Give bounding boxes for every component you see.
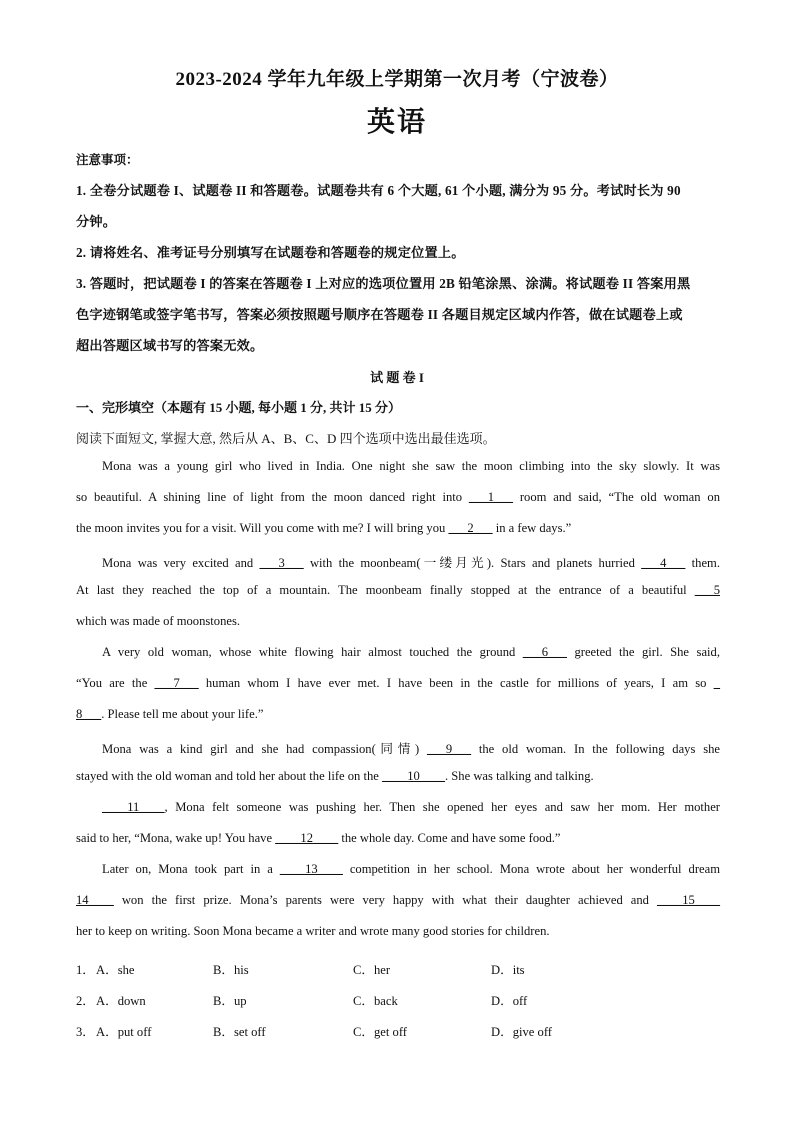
notice-line: 分钟。 <box>76 214 117 229</box>
passage-text: greeted the girl. She said, <box>566 645 720 659</box>
answer-blank: ___5 <box>694 583 720 597</box>
passage-text: A very old woman, whose white flowing hair almost touched the ground <box>102 645 523 659</box>
answer-blank: ___9___ <box>426 742 472 756</box>
answer-option: D．off <box>491 994 528 1008</box>
notice-line: 2. 请将姓名、准考证号分别填写在试题卷和答题卷的规定位置上。 <box>76 245 465 260</box>
answer-option: C．get off <box>353 1025 407 1039</box>
notice-line: 超出答题区域书写的答案无效。 <box>76 338 264 353</box>
passage-line <box>76 521 720 536</box>
answer-option: A．put off <box>96 1025 152 1039</box>
passage-line <box>76 893 720 908</box>
passage-line <box>76 614 720 629</box>
passage-text: won the first prize. Mona’s parents were very happy with what their daughter achieved and <box>113 893 658 907</box>
notice-line: 色字迹钢笔或签字笔书写，答案必须按照题号顺序在答题卷 II 各题目规定区域内作答，做在试题卷上或 <box>76 307 683 322</box>
answer-blank: ___6___ <box>522 645 567 659</box>
question-number: 3． <box>76 1025 95 1039</box>
passage-line <box>76 831 720 846</box>
passage-text: room and said, “The old woman on <box>512 490 721 504</box>
answer-option: B．his <box>213 963 249 977</box>
answer-option: C．back <box>353 994 398 1008</box>
passage-text: with the moonbeam(一缕月光). Stars and planets hurried <box>303 556 642 570</box>
passage-line <box>76 552 720 571</box>
passage-line <box>76 676 720 691</box>
passage-text: stayed with the old woman and told her about the life on the <box>76 769 383 783</box>
answer-blank: ____10____ <box>382 769 445 783</box>
answer-option: C．her <box>353 963 391 977</box>
answer-option: A．she <box>96 963 135 977</box>
passage-text: them. <box>685 556 720 570</box>
answer-blank: 14____ <box>76 893 114 907</box>
passage-text: , Mona felt someone was pushing her. Then she opened her eyes and saw her mom. Her mother <box>164 800 720 814</box>
question-number: 2． <box>76 994 95 1008</box>
passage-text: in a few days.” <box>492 521 572 535</box>
passage-text: Mona was very excited and <box>102 556 260 570</box>
passage-text: “You are the <box>76 676 155 690</box>
passage-line <box>76 707 720 722</box>
answer-blank: ___7___ <box>154 676 199 690</box>
passage-line <box>76 862 720 877</box>
question-number: 1． <box>76 963 95 977</box>
passage-text: said to her, “Mona, wake up! You have <box>76 831 276 845</box>
passage-text: human whom I have ever met. I have been in the castle for millions of years, I am so <box>198 676 714 690</box>
answer-blank: ____12____ <box>275 831 339 845</box>
answer-blank: ___1___ <box>468 490 513 504</box>
passage-text: competition in her school. Mona wrote about her wonderful dream <box>342 862 720 876</box>
passage-text: Mona was a young girl who lived in India. One night she saw the moon climbing into the sky slowly. It was <box>102 459 720 473</box>
passage-line <box>76 800 720 815</box>
part-heading: 一、完形填空（本题有 15 小题, 每小题 1 分, 共计 15 分） <box>76 400 402 415</box>
passage-text: the old woman. In the following days she <box>471 742 720 756</box>
subject-title: 英语 <box>366 107 427 138</box>
passage-line <box>76 738 720 757</box>
answer-blank: ___3___ <box>259 556 304 570</box>
notice-heading: 注意事项： <box>76 153 139 167</box>
passage-text: . She was talking and talking. <box>445 769 594 783</box>
answer-option: B．set off <box>213 1025 266 1039</box>
part-instruction: 阅读下面短文, 掌握大意, 然后从 A、B、C、D 四个选项中选出最佳选项。 <box>76 431 496 446</box>
section-label: 试 题 卷 I <box>370 370 424 385</box>
answer-option: D．give off <box>491 1025 552 1039</box>
notice-line: 3. 答题时，把试题卷 I 的答案在答题卷 I 上对应的选项位置用 2B 铅笔涂黑、涂满。将试题卷 II 答案用黑 <box>76 276 691 291</box>
passage-text: At last they reached the top of a mountain. The moonbeam finally stopped at the entrance of a beautiful <box>76 583 695 597</box>
answer-blank: ____13____ <box>279 862 343 876</box>
passage-line <box>76 645 720 660</box>
answer-option: B．up <box>213 994 247 1008</box>
exam-title: 2023-2024 学年九年级上学期第一次月考（宁波卷） <box>175 69 619 90</box>
passage-text: Later on, Mona took part in a <box>102 862 280 876</box>
passage-text: the whole day. Come and have some food.” <box>338 831 561 845</box>
passage-line <box>76 924 720 939</box>
answer-option: A．down <box>96 994 146 1008</box>
passage-text: her to keep on writing. Soon Mona became a writer and wrote many good stories for children. <box>76 924 550 938</box>
passage-line <box>76 490 720 505</box>
notice-line: 1. 全卷分试题卷 I、试题卷 II 和答题卷。试题卷共有 6 个大题, 61 个小题, 满分为 95 分。考试时长为 90 <box>76 183 681 198</box>
answer-blank: ___4___ <box>641 556 686 570</box>
passage-line <box>76 583 720 598</box>
passage-text: so beautiful. A shining line of light from the moon danced right into <box>76 490 469 504</box>
answer-blank: ____15____ <box>657 893 720 907</box>
passage-text: the moon invites you for a visit. Will you come with me? I will bring you <box>76 521 449 535</box>
passage-text: Mona was a kind girl and she had compassion(同情) <box>102 742 427 756</box>
passage-text: . Please tell me about your life.” <box>101 707 264 721</box>
passage-line <box>76 459 720 474</box>
passage-line <box>76 769 720 784</box>
answer-option: D．its <box>491 963 525 977</box>
answer-blank: 8___ <box>76 707 102 721</box>
answer-blank: ____11____ <box>102 800 165 814</box>
passage-text: which was made of moonstones. <box>76 614 241 628</box>
answer-blank: ___2___ <box>448 521 493 535</box>
answer-blank: _ <box>713 676 720 690</box>
